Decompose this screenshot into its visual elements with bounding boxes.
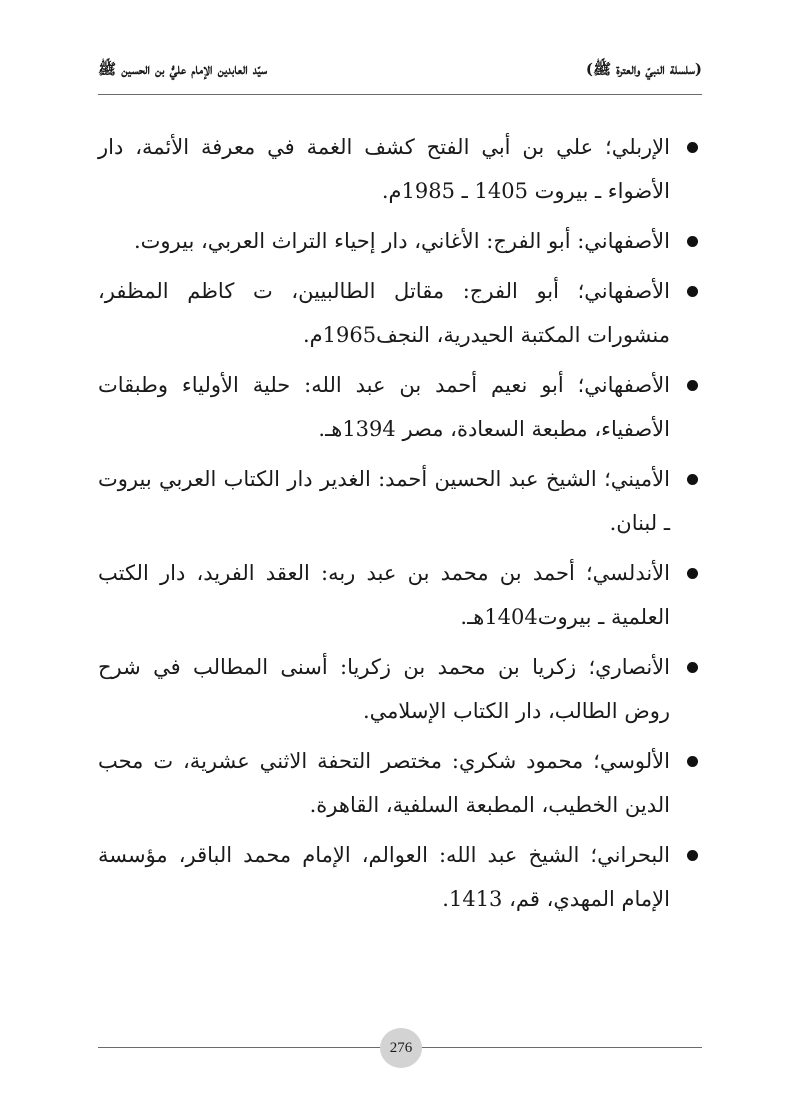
entry-text: الأصفهاني: أبو الفرج: الأغاني، دار إحياء التراث العربي، بيروت. xyxy=(133,229,670,253)
book-title: سيّد العابدين الإمام عليُّ بن الحسين ﷺ xyxy=(98,60,268,78)
series-title: (سلسلة النبيّ والعترة ﷺ) xyxy=(585,60,702,78)
bibliography-entry xyxy=(98,645,702,733)
page-header xyxy=(98,58,702,95)
bibliography-entry xyxy=(98,125,702,213)
entry-text: الأندلسي؛ أحمد بن محمد بن عبد ربه: العقد الفريد، دار الكتب العلمية ـ بيروت1404هـ. xyxy=(98,561,670,629)
bullet-icon xyxy=(687,142,698,153)
page-footer xyxy=(98,1028,702,1068)
bullet-icon xyxy=(687,286,698,297)
bibliography-entry xyxy=(98,363,702,451)
entry-text: الأصفهاني؛ أبو نعيم أحمد بن عبد الله: حلية الأولياء وطبقات الأصفياء، مطبعة السعادة، مصر 1394هـ. xyxy=(98,373,670,441)
bibliography-entry xyxy=(98,219,702,263)
entry-text: الأنصاري؛ زكريا بن محمد بن زكريا: أسنى المطالب في شرح روض الطالب، دار الكتاب الإسلامي. xyxy=(98,655,670,723)
bullet-icon xyxy=(687,568,698,579)
entry-text: الإربلي؛ علي بن أبي الفتح كشف الغمة في معرفة الأئمة، دار الأضواء ـ بيروت 1405 ـ 1985م. xyxy=(98,135,670,203)
entry-text: الأميني؛ الشيخ عبد الحسين أحمد: الغدير دار الكتاب العربي بيروت ـ لبنان. xyxy=(98,467,670,535)
bibliography-entry xyxy=(98,457,702,545)
bullet-icon xyxy=(687,662,698,673)
bullet-icon xyxy=(687,756,698,767)
page-number-badge: 276 xyxy=(380,1028,422,1068)
bibliography-entry xyxy=(98,551,702,639)
bibliography-entry xyxy=(98,833,702,921)
bullet-icon xyxy=(687,474,698,485)
bibliography-entry xyxy=(98,739,702,827)
bullet-icon xyxy=(687,380,698,391)
entry-text: الأصفهاني؛ أبو الفرج: مقاتل الطالبيين، ت كاظم المظفر، منشورات المكتبة الحيدرية، النجف1965م. xyxy=(98,279,670,347)
bibliography-list xyxy=(98,125,702,927)
bullet-icon xyxy=(687,236,698,247)
entry-text: الألوسي؛ محمود شكري: مختصر التحفة الاثني عشرية، ت محب الدين الخطيب، المطبعة السلفية، القاهرة. xyxy=(98,749,670,817)
entry-text: البحراني؛ الشيخ عبد الله: العوالم، الإمام محمد الباقر، مؤسسة الإمام المهدي، قم، 1413. xyxy=(98,843,670,911)
bullet-icon xyxy=(687,850,698,861)
bibliography-entry xyxy=(98,269,702,357)
